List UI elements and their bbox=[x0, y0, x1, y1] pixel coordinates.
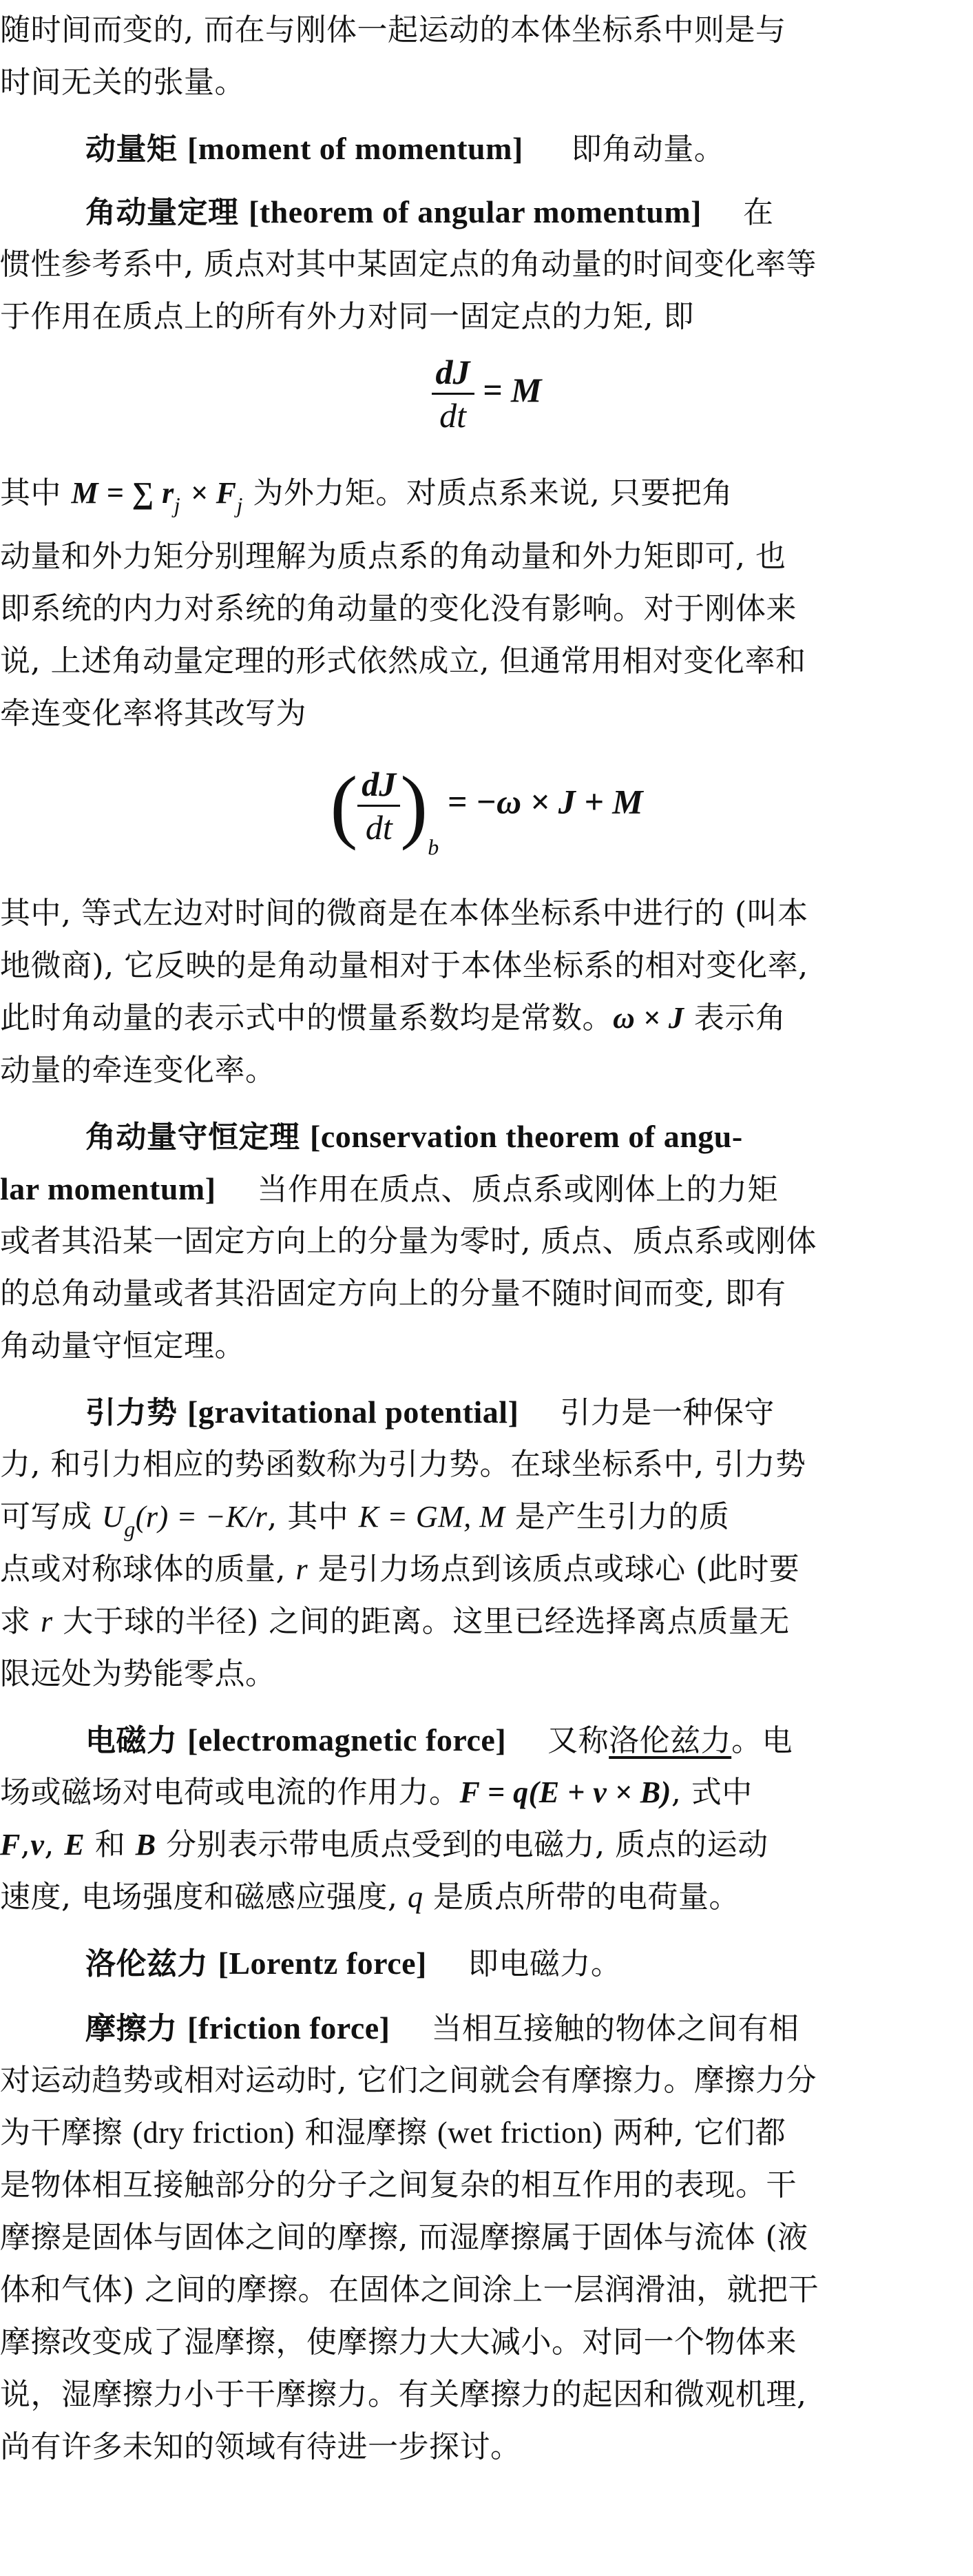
cross-reference-link[interactable]: 洛伦兹力 bbox=[609, 1723, 732, 1758]
entry-term: 引力势 bbox=[85, 1395, 178, 1430]
entry-term: 角动量守恒定理 bbox=[85, 1120, 300, 1155]
text-line: 力, 和引力相应的势函数称为引力势。在球坐标系中, 引力势 bbox=[0, 1447, 806, 1482]
entry-electromagnetic-force: 电磁力 [electromagnetic force] 又称洛伦兹力。电 bbox=[85, 1722, 793, 1758]
text-line: 随时间而变的, 而在与刚体一起运动的本体坐标系中则是与 bbox=[0, 12, 786, 48]
entry-english: [moment of momentum] bbox=[187, 131, 523, 166]
text-line: 可写成 $U_g(r) = -K/r$, 其中 K = GM, M 是产生引力的质 bbox=[0, 1499, 730, 1541]
text-line: lar momentum] 当作用在质点、质点系或刚体上的力矩 bbox=[0, 1171, 779, 1207]
entry-english: [Lorentz force] bbox=[218, 1946, 427, 1981]
text-line: 尚有许多未知的领域有待进一步探讨。 bbox=[0, 2429, 521, 2464]
text-line: 求 r 大于球的半径) 之间的距离。这里已经选择离点质量无 bbox=[0, 1604, 790, 1639]
text-line: 摩擦是固体与固体之间的摩擦, 而湿摩擦属于固体与流体 (液 bbox=[0, 2220, 808, 2255]
text-line: 动量和外力矩分别理解为质点系的角动量和外力矩即可, 也 bbox=[0, 539, 786, 574]
text-line: 的总角动量或者其沿固定方向上的分量不随时间而变, 即有 bbox=[0, 1276, 786, 1311]
text-line: 此时角动量的表示式中的惯量系数均是常数。ω × J 表示角 bbox=[0, 1000, 786, 1035]
text-line: 说，湿摩擦力小于干摩擦力。有关摩擦力的起因和微观机理, bbox=[0, 2377, 807, 2412]
text-line: 于作用在质点上的所有外力对同一固定点的力矩, 即 bbox=[0, 299, 694, 334]
text-line: 动量的牵连变化率。 bbox=[0, 1053, 276, 1088]
text-line: 点或对称球体的质量, r 是引力场点到该质点或球心 (此时要 bbox=[0, 1552, 800, 1587]
text-line: F,v, E 和 B 分别表示带电质点受到的电磁力, 质点的运动 bbox=[0, 1827, 768, 1862]
entry-theorem-angular-momentum: 角动量定理 [theorem of angular momentum] 在 bbox=[85, 194, 774, 230]
text-line: 限远处为势能零点。 bbox=[0, 1656, 276, 1691]
text-line: 对运动趋势或相对运动时, 它们之间就会有摩擦力。摩擦力分 bbox=[0, 2063, 817, 2098]
text-line: 其中 M = ∑ $r_j \times F_j$ 为外力矩。对质点系来说, 只要把角 bbox=[0, 475, 733, 517]
entry-english: [theorem of angular momentum] bbox=[249, 194, 702, 229]
text-line: 说, 上述角动量定理的形式依然成立, 但通常用相对变化率和 bbox=[0, 643, 806, 679]
entry-term: 角动量定理 bbox=[85, 195, 239, 230]
text-line: 速度, 电场强度和磁感应强度, q 是质点所带的电荷量。 bbox=[0, 1879, 740, 1915]
text-line: 是物体相互接触部分的分子之间复杂的相互作用的表现。干 bbox=[0, 2167, 797, 2203]
entry-english: [friction force] bbox=[187, 2010, 390, 2046]
entry-gravitational-potential: 引力势 [gravitational potential] 引力是一种保守 bbox=[85, 1394, 775, 1430]
text-line: 牵连变化率将其改写为 bbox=[0, 696, 306, 731]
text-line: 摩擦改变成了湿摩擦，使摩擦力大大减小。对同一个物体来 bbox=[0, 2325, 797, 2360]
text-line: 或者其沿某一固定方向上的分量为零时, 质点、质点系或刚体 bbox=[0, 1224, 817, 1259]
entry-conservation-angular-momentum bbox=[85, 1111, 973, 1164]
text-line: 其中, 等式左边对时间的微商是在本体坐标系中进行的 (叫本 bbox=[0, 896, 808, 931]
equation-angular-momentum-theorem: $\frac{dJ}{dt}$ = M bbox=[0, 351, 973, 436]
text-line: 体和气体) 之间的摩擦。在固体之间涂上一层润滑油，就把干 bbox=[0, 2272, 819, 2307]
entry-term: 摩擦力 bbox=[85, 2011, 178, 2046]
entry-friction-force: 摩擦力 [friction force] 当相互接触的物体之间有相 bbox=[85, 2010, 799, 2046]
entry-english: [conservation theorem of angu- bbox=[310, 1119, 743, 1154]
entry-moment-of-momentum: 动量矩 [moment of momentum] 即角动量。 bbox=[85, 131, 725, 167]
text-line: 时间无关的张量。 bbox=[0, 65, 245, 100]
text-line: 地微商), 它反映的是角动量相对于本体坐标系的相对变化率, bbox=[0, 948, 808, 983]
equation-rigid-body-form: ( $\frac{dJ}{dt}$ )$_b = -\omega \times J + M$ bbox=[330, 759, 643, 860]
text-line: 即系统的内力对系统的角动量的变化没有影响。对于刚体来 bbox=[0, 591, 797, 626]
text-line: 惯性参考系中, 质点对其中某固定点的角动量的时间变化率等 bbox=[0, 247, 817, 282]
text-line: 场或磁场对电荷或电流的作用力。F = q(E + v × B), 式中 bbox=[0, 1775, 753, 1810]
entry-term: 动量矩 bbox=[85, 132, 178, 167]
entry-term: 电磁力 bbox=[85, 1723, 178, 1758]
entry-english: [electromagnetic force] bbox=[187, 1722, 507, 1758]
entry-english: [gravitational potential] bbox=[187, 1394, 519, 1430]
entry-term: 洛伦兹力 bbox=[85, 1946, 208, 1981]
entry-lorentz-force: 洛伦兹力 [Lorentz force] 即电磁力。 bbox=[85, 1946, 622, 1981]
text-line: 角动量守恒定理。 bbox=[0, 1328, 245, 1363]
text-line: 为干摩擦 (dry friction) 和湿摩擦 (wet friction) 两种, 它们都 bbox=[0, 2115, 786, 2150]
